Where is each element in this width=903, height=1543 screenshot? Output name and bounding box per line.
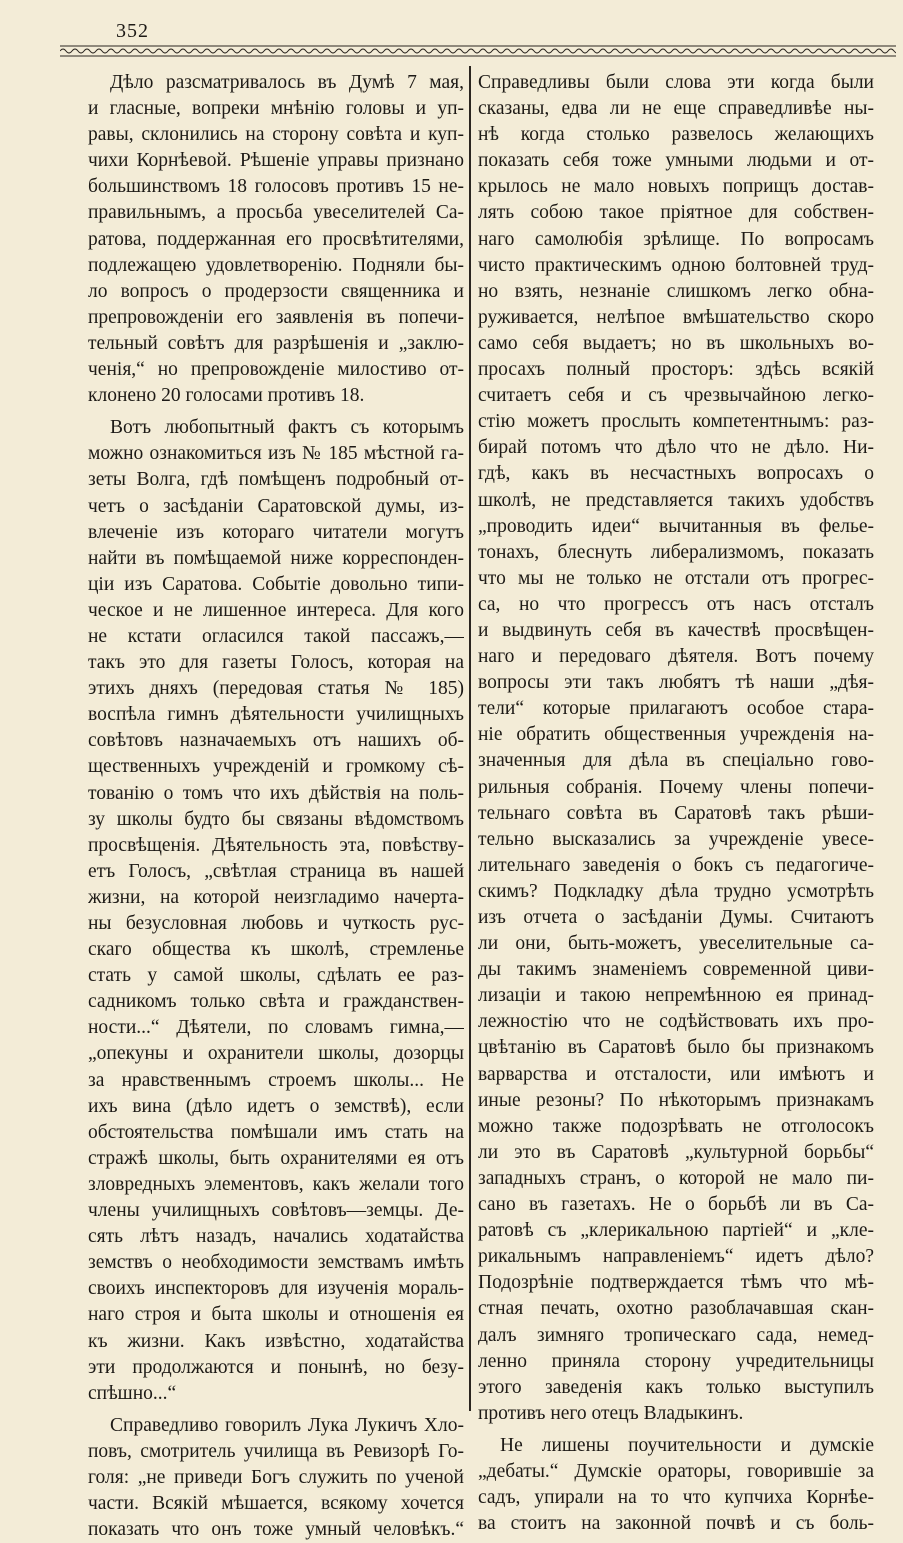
right-column-text-line: лежностію что не содѣйствовать ихъ про- (478, 1011, 874, 1033)
right-column-text-line: лизаціи и такою непремѣнною ея принад- (478, 985, 874, 1007)
right-column-text-line: тельнаго совѣта въ Саратовѣ такъ рѣши- (478, 802, 874, 824)
left-column-text-line: за нравственнымъ строемъ школы... Не (88, 1069, 464, 1091)
left-column-text-line: равы, склонились на сторону совѣта и куп- (88, 124, 464, 146)
right-column-text-line: скимъ? Подкладку дѣла трудно усмотрѣть (478, 880, 874, 902)
left-column-text-line: правильнымъ, а просьба увеселителей Са- (88, 202, 464, 224)
right-column-text-line: далъ зимняго тропическаго сада, немед- (478, 1324, 874, 1346)
right-column-text-line: тели“ которые прилагаютъ особое стара- (478, 698, 874, 720)
left-column-text-line: къ жизни. Какъ извѣстно, ходатайства (88, 1330, 464, 1352)
right-column-text-line: показать себя тоже умными людьми и от- (478, 150, 874, 172)
left-column-text-line: и гласные, вопреки мнѣнію головы и уп- (88, 98, 464, 120)
right-column-text-line: чисто практическимъ одною болтовней труд- (478, 254, 874, 276)
left-column-text-line: наго строя и быта школы и отношенія ея (88, 1304, 464, 1326)
column-divider (469, 66, 471, 1411)
right-column-text-line: „дебаты.“ Думскіе ораторы, говорившіе за (478, 1460, 874, 1482)
left-column-text-line: такъ это для газеты Голосъ, которая на (88, 652, 464, 674)
right-column-text-line: Подозрѣніе подтверждается тѣмъ что мѣ- (478, 1272, 874, 1294)
right-column-text-line: противъ него отецъ Владыкинъ. (478, 1402, 744, 1424)
right-column-text-line: са, но что прогрессъ отъ насъ отсталъ (478, 593, 874, 615)
right-column-text-line: иные резоны? По нѣкоторымъ признакамъ (478, 1089, 874, 1111)
left-column-text-line: найти въ помѣщаемой ниже корреспонден- (88, 547, 464, 569)
left-column-text-line: ихъ вина (дѣло идетъ о земствѣ), если (88, 1095, 464, 1117)
right-column-text-line: ли это въ Саратовѣ „культурной борьбы“ (478, 1141, 874, 1163)
right-column-text-line: просахъ полный просторъ: здѣсь всякій (478, 359, 874, 381)
right-column-text-line: рикальнымъ направленіемъ“ идетъ дѣло? (478, 1246, 874, 1268)
right-column-text-line: лительнаго заведенія о бокъ съ педагогиче- (478, 854, 874, 876)
right-column-text-line: варварства и отсталости, или имѣютъ и (478, 1063, 874, 1085)
right-column-text-line: крылось не мало новыхъ поприщъ достав- (478, 176, 874, 198)
right-column-text-line: „проводить идеи“ вычитанныя въ фелье- (478, 515, 874, 537)
left-column-text-line: своихъ инспекторовъ для изученія мораль- (88, 1278, 464, 1300)
right-column-text-line: рильныя собранія. Почему члены попечи- (478, 776, 874, 798)
left-column-text-line: Справедливо говорилъ Лука Лукичъ Хло- (110, 1414, 464, 1436)
right-column-text-line: что мы не только не отстали отъ прогрес- (478, 567, 874, 589)
right-column-text-line: цвѣтанію въ Саратовѣ было бы признакомъ (478, 1037, 874, 1059)
left-column (88, 70, 464, 1543)
left-column-text-line: подлежащею удовлетворенію. Подняли бы- (88, 254, 464, 276)
right-column-text-line: значенныя для дѣла въ спеціально гово- (478, 750, 874, 772)
left-column-text-line: препровожденіи его заявленія въ попечи- (88, 306, 464, 328)
left-column-text-line: скаго общества къ школѣ, стремленье (88, 939, 464, 961)
right-column-text-line: тельно высказались за учрежденіе увесе- (478, 828, 874, 850)
ornamental-rule (60, 44, 896, 58)
left-column-text-line: ло вопросъ о продерзости священника и (88, 280, 464, 302)
left-column-text-line: чихи Корнѣевой. Рѣшеніе управы признано (88, 150, 464, 172)
right-column-text-line: изъ отчета о засѣданіи Думы. Считаютъ (478, 907, 874, 928)
left-column-text-line: повъ, смотритель училища въ Ревизорѣ Го- (88, 1440, 464, 1462)
left-column-text-line: щественныхъ учрежденій и громкому сѣ- (88, 756, 464, 778)
left-column-text-line: ны безусловная любовь и чуткость рус- (88, 913, 464, 934)
right-column-text-line: сказаны, едва ли не еще справедливѣе ны- (478, 98, 874, 120)
left-column-text-line: этихъ дняхъ (передовая статья № 185) (88, 678, 464, 700)
right-column-text-line: наго и передоваго дѣятеля. Вотъ почему (478, 646, 874, 668)
right-column-text-line: садъ, упирали на то что купчиха Корнѣе- (478, 1487, 874, 1509)
left-column-text-line: обстоятельства помѣшали имъ стать на (88, 1121, 464, 1143)
left-column-text-line: части. Всякій мѣшается, всякому хочется (88, 1493, 464, 1515)
left-column-text-line: тельный совѣтъ для разрѣшенія и „заклю- (88, 332, 464, 354)
left-column-text-line: ціи изъ Саратова. Событіе довольно типи- (88, 573, 464, 595)
left-column-text-line: зловредныхъ элементовъ, какъ желали того (88, 1173, 464, 1195)
left-column-text-line: зу школы будто бы связаны вѣдомствомъ (88, 808, 464, 830)
right-column-text-line: ніе обратить общественныя учрежденія на- (478, 724, 874, 746)
right-column-text-line: тонахъ, блеснуть либерализмомъ, показать (478, 541, 874, 563)
left-column-text-line: эти продолжаются и понынѣ, но безу- (88, 1356, 464, 1378)
left-column-text-line: земствъ о необходимости земствамъ имѣть (88, 1252, 464, 1274)
left-column-text-line: „опекуны и охранители школы, дозорцы (88, 1043, 464, 1065)
right-column-text-line: считаетъ себя и съ чрезвычайною легко- (478, 385, 874, 407)
right-column-text-line: сано въ газетахъ. Не о борьбѣ ли въ Са- (478, 1194, 874, 1216)
right-column-text-line: нѣ когда столько развелось желающихъ (478, 124, 874, 146)
right-column-text-line: но взять, незнаніе слишкомъ легко обна- (478, 280, 874, 302)
left-column-text-line: садникомъ только свѣта и гражданствен- (88, 991, 464, 1013)
right-column-text-line: ленно приняла сторону учредительницы (478, 1350, 874, 1372)
left-column-text-line: влеченіе изъ котораго читатели могутъ (88, 521, 464, 543)
left-column-text-line: не кстати огласился такой пассажъ,— (88, 625, 464, 647)
left-column-text-line: голя: „не приведи Богъ служить по ученой (88, 1466, 464, 1488)
left-column-text-line: жизни, на которой неизгладимо начерта- (88, 886, 464, 908)
left-column-text-line: клонено 20 голосами противъ 18. (88, 385, 365, 407)
left-column-text-line: ности...“ Дѣятели, по словамъ гимна,— (88, 1017, 464, 1039)
left-column-text-line: члены училищныхъ совѣтовъ—земцы. Де- (88, 1200, 464, 1222)
right-column-text-line: школѣ, не представляется такихъ удобствъ (478, 489, 874, 511)
right-column-text-line: Не лишены поучительности и думскіе (500, 1434, 874, 1456)
right-column-text-line: лять собою такое пріятное для собствен- (478, 202, 874, 224)
left-column-text-line: просвѣщенія. Дѣятельность эта, повѣству- (88, 834, 464, 856)
right-column-text-line: вопросы эти такъ любятъ тѣ наши „дѣя- (478, 672, 874, 694)
left-column-text-line: можно ознакомиться изъ № 185 мѣстной га- (88, 443, 464, 465)
right-column-text-line: само себя выдаетъ; но въ школьныхъ во- (478, 332, 874, 354)
right-column-text-line: наго самолюбія зрѣлище. По вопросамъ (478, 228, 874, 250)
right-column-text-line: стная печать, охотно разоблачавшая скан- (478, 1298, 874, 1320)
right-column (478, 70, 874, 1537)
left-column-text-line: зеты Волга, гдѣ помѣщенъ подробный от- (88, 469, 464, 491)
right-column-text-line: можно также подозрѣвать не отголосокъ (478, 1115, 874, 1137)
right-column-text-line: стію можетъ прослыть компетентнымъ: раз- (478, 411, 874, 433)
left-column-text-line: ратова, поддержанная его просвѣтителями, (88, 228, 464, 250)
right-column-text-line: ва стоитъ на законной почвѣ и съ боль- (478, 1513, 874, 1535)
right-column-text-line: гдѣ, какъ въ несчастныхъ вопросахъ о (478, 463, 874, 485)
left-column-text-line: воспѣла гимнъ дѣятельности училищныхъ (88, 704, 464, 726)
left-column-text-line: Вотъ любопытный фактъ съ которымъ (110, 417, 464, 439)
left-column-text-line: сять лѣтъ назадъ, начались ходатайства (88, 1226, 464, 1248)
left-column-text-line: совѣтовъ назначаемыхъ отъ нашихъ об- (88, 730, 464, 752)
right-column-text-line: ли они, быть-можетъ, увеселительные са- (478, 933, 874, 955)
left-column-text-line: ченія,“ но препровожденіе милостиво от- (88, 359, 464, 381)
right-column-text-line: руживается, нелѣпое вмѣшательство скоро (478, 306, 874, 328)
right-column-text-line: западныхъ странъ, о которой не мало пи- (478, 1167, 874, 1189)
left-column-text-line: показать что онъ тоже умный человѣкъ.“ (88, 1519, 464, 1541)
right-column-text-line: ратовѣ съ „клерикальною партіей“ и „кле- (478, 1220, 874, 1242)
right-column-text-line: этого заведенія какъ только выступилъ (478, 1376, 874, 1398)
right-column-text-line: и выдвинуть себя въ качествѣ просвѣщен- (478, 619, 874, 641)
page-number: 352 (116, 20, 149, 42)
left-column-text-line: стать у самой школы, сдѣлать ее раз- (88, 965, 464, 987)
right-column-text-line: ды такимъ знаменіемъ современной циви- (478, 959, 874, 981)
left-column-text-line: ческое и не лишенное интереса. Для кого (88, 599, 464, 621)
right-column-text-line: Справедливы были слова эти когда были (478, 72, 874, 93)
left-column-text-line: спѣшно...“ (88, 1382, 177, 1404)
right-column-text-line: бирай потомъ что дѣло что не дѣло. Ни- (478, 437, 874, 459)
left-column-text-line: большинствомъ 18 голосовъ противъ 15 не- (88, 176, 464, 198)
left-column-text-line: етъ Голосъ, „свѣтлая страница въ нашей (88, 860, 464, 882)
left-column-text-line: тованію о томъ что ихъ дѣйствія на поль- (88, 782, 464, 804)
left-column-text-line: Дѣло разсматривалось въ Думѣ 7 мая, (110, 72, 464, 93)
left-column-text-line: четъ о засѣданіи Саратовской думы, из- (88, 495, 464, 517)
left-column-text-line: стражѣ школы, быть охранителями ея отъ (88, 1147, 464, 1169)
